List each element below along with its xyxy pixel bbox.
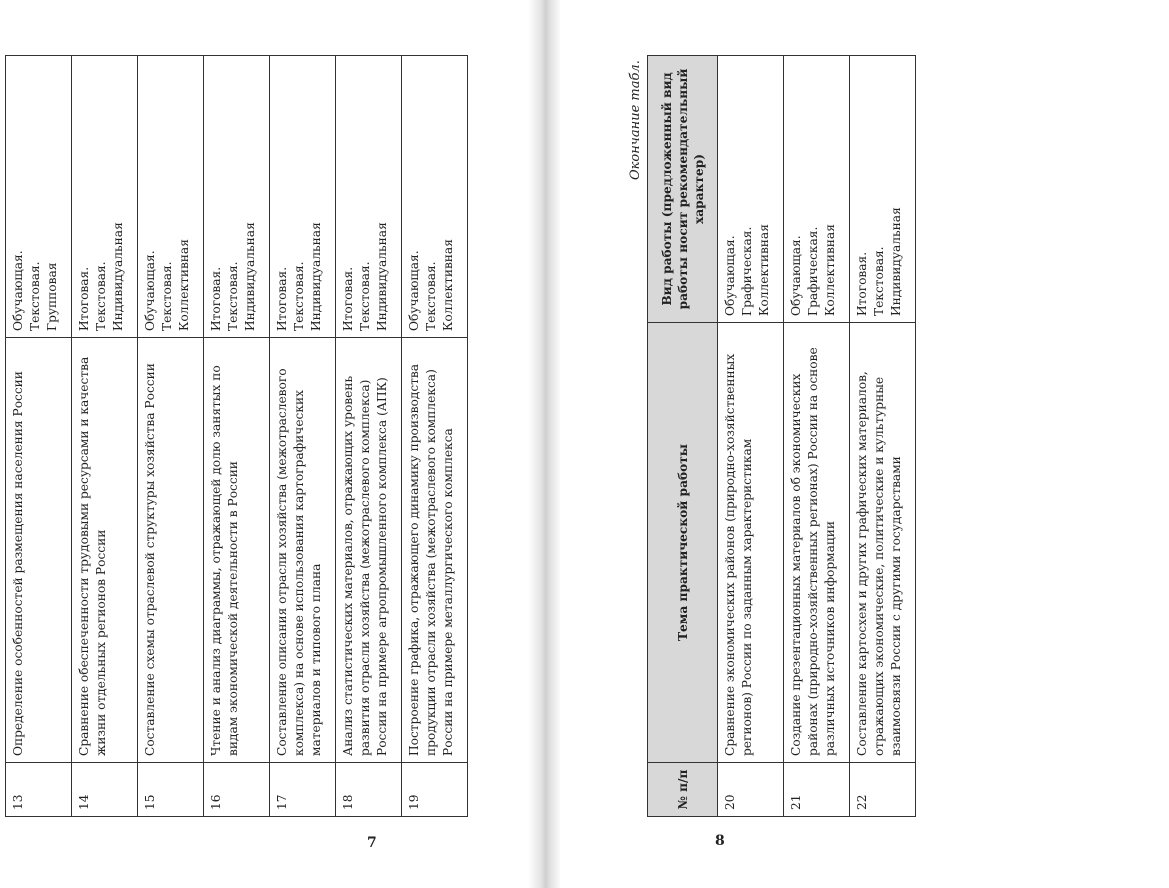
left-page — [0, 0, 528, 888]
table-row — [402, 56, 468, 817]
row-type: Обучающая. Текстовая. Коллективная — [138, 56, 204, 338]
row-number: 20 — [718, 763, 784, 817]
table-row — [138, 56, 204, 817]
row-type: Итоговая. Текстовая. Индивидуальная — [270, 56, 336, 338]
row-type: Итоговая. Текстовая. Индивидуальная — [850, 56, 916, 323]
row-number: 21 — [784, 763, 850, 817]
row-type: Итоговая. Текстовая. Индивидуальная — [336, 56, 402, 338]
row-type: Итоговая. Текстовая. Индивидуальная — [204, 56, 270, 338]
header-topic: Тема практической работы — [648, 323, 718, 763]
page-number: 7 — [367, 835, 377, 851]
row-number: 14 — [72, 763, 138, 817]
table-row — [204, 56, 270, 817]
row-topic: Составление картосхем и других графических материалов, отражающих экономические, политические и культурные взаимосвязи России с другими государствами — [850, 323, 916, 763]
row-number: 19 — [402, 763, 468, 817]
book-gutter — [528, 0, 560, 888]
row-number: 17 — [270, 763, 336, 817]
right-table — [647, 55, 916, 817]
table-header-row — [648, 56, 718, 817]
page-number: 8 — [715, 833, 725, 849]
table-row — [72, 56, 138, 817]
right-page — [560, 0, 1169, 888]
left-table-rotated — [5, 55, 468, 817]
right-table-rotated — [647, 55, 916, 817]
table-row — [850, 56, 916, 817]
row-type: Обучающая. Текстовая. Коллективная — [402, 56, 468, 338]
row-topic: Определение особенностей размещения населения России — [6, 338, 72, 763]
row-topic: Составление схемы отраслевой структуры хозяйства России — [138, 338, 204, 763]
header-num: № п/п — [648, 763, 718, 817]
row-type: Обучающая. Текстовая. Групповая — [6, 56, 72, 338]
table-caption: Окончание табл. — [628, 60, 643, 180]
table-row — [6, 56, 72, 817]
left-table — [5, 55, 468, 817]
row-type: Обучающая. Графическая. Коллективная — [784, 56, 850, 323]
row-number: 22 — [850, 763, 916, 817]
row-topic: Чтение и анализ диаграммы, отражающей долю занятых по видам экономической деятельности в России — [204, 338, 270, 763]
row-number: 18 — [336, 763, 402, 817]
row-topic: Построение графика, отражающего динамику производства продукции отрасли хозяйства (межотраслевого комплекса) России на примере металлургического комплекса — [402, 338, 468, 763]
row-type: Итоговая. Текстовая. Индивидуальная — [72, 56, 138, 338]
table-row — [336, 56, 402, 817]
table-row — [270, 56, 336, 817]
table-row — [718, 56, 784, 817]
row-number: 13 — [6, 763, 72, 817]
row-topic: Составление описания отрасли хозяйства (межотраслевого комплекса) на основе использования картографических материалов и типового плана — [270, 338, 336, 763]
header-type: Вид работы (предложенный вид работы носит рекомендательный характер) — [648, 56, 718, 323]
row-topic: Создание презентационных материалов об экономических районах (природно-хозяйственных регионах) России на основе различных источников информации — [784, 323, 850, 763]
table-row — [784, 56, 850, 817]
row-type: Обучающая. Графическая. Коллективная — [718, 56, 784, 323]
row-number: 16 — [204, 763, 270, 817]
row-number: 15 — [138, 763, 204, 817]
row-topic: Сравнение экономических районов (природно-хозяйственных регионов) России по заданным характеристикам — [718, 323, 784, 763]
caption-rotated — [628, 60, 643, 180]
row-topic: Сравнение обеспеченности трудовыми ресурсами и качества жизни отдельных регионов России — [72, 338, 138, 763]
row-topic: Анализ статистических материалов, отражающих уровень развития отрасли хозяйства (межотраслевого комплекса) России на примере агропромышленного комплекса (АПК) — [336, 338, 402, 763]
